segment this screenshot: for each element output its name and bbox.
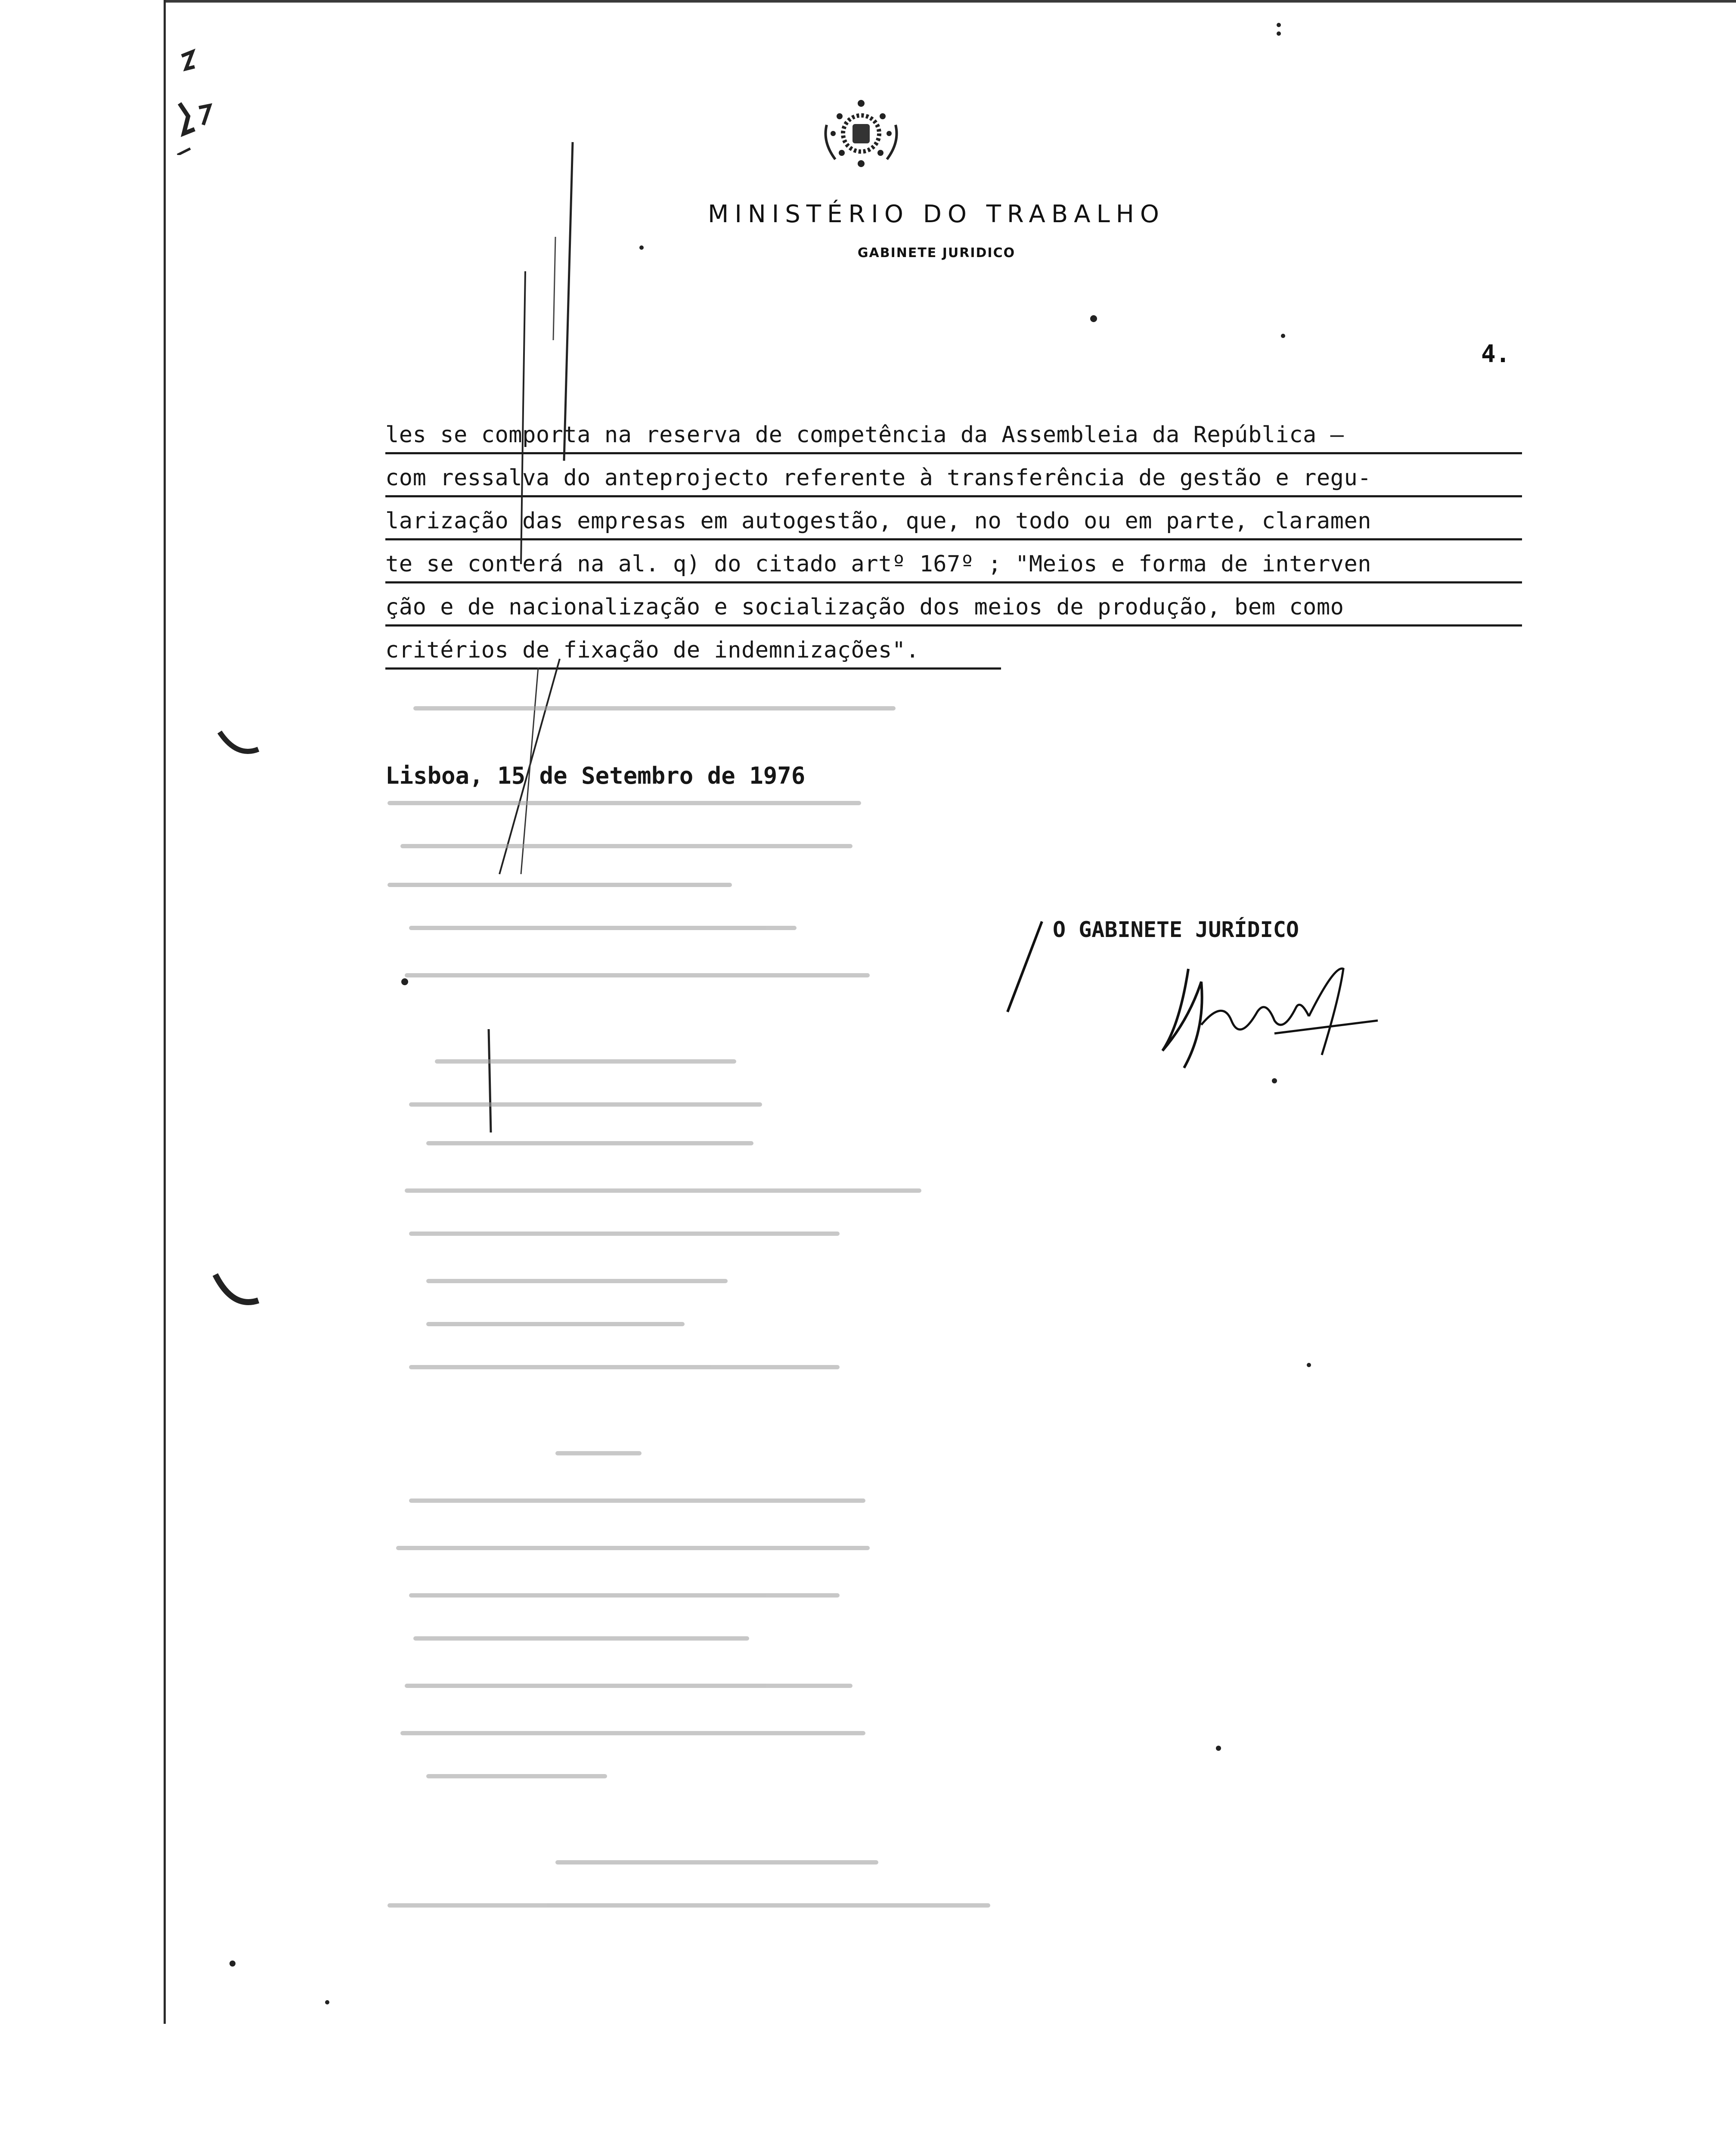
ministry-title: MINISTÉRIO DO TRABALHO [708, 200, 1165, 228]
department-subtitle: GABINETE JURIDICO [857, 245, 1016, 261]
body-line: ção e de nacionalização e socialização dos meios de produção, bem como [385, 594, 1344, 620]
date-line: Lisboa, 15 de Setembro de 1976 [385, 762, 806, 789]
body-line: les se comporta na reserva de competência da Assembleia da República — [385, 422, 1344, 448]
page-number: 4. [1481, 340, 1510, 368]
body-line: larização das empresas em autogestão, que, no todo ou em parte, claramen [385, 508, 1372, 534]
office-signature-label: O GABINETE JURÍDICO [1053, 917, 1299, 942]
body-line: critérios de fixação de indemnizações". [385, 637, 920, 663]
body-line: com ressalva do anteprojecto referente à transferência de gestão e regu- [385, 465, 1372, 491]
body-line: te se conterá na al. q) do citado artº 167º ; "Meios e forma de interven [385, 551, 1372, 577]
